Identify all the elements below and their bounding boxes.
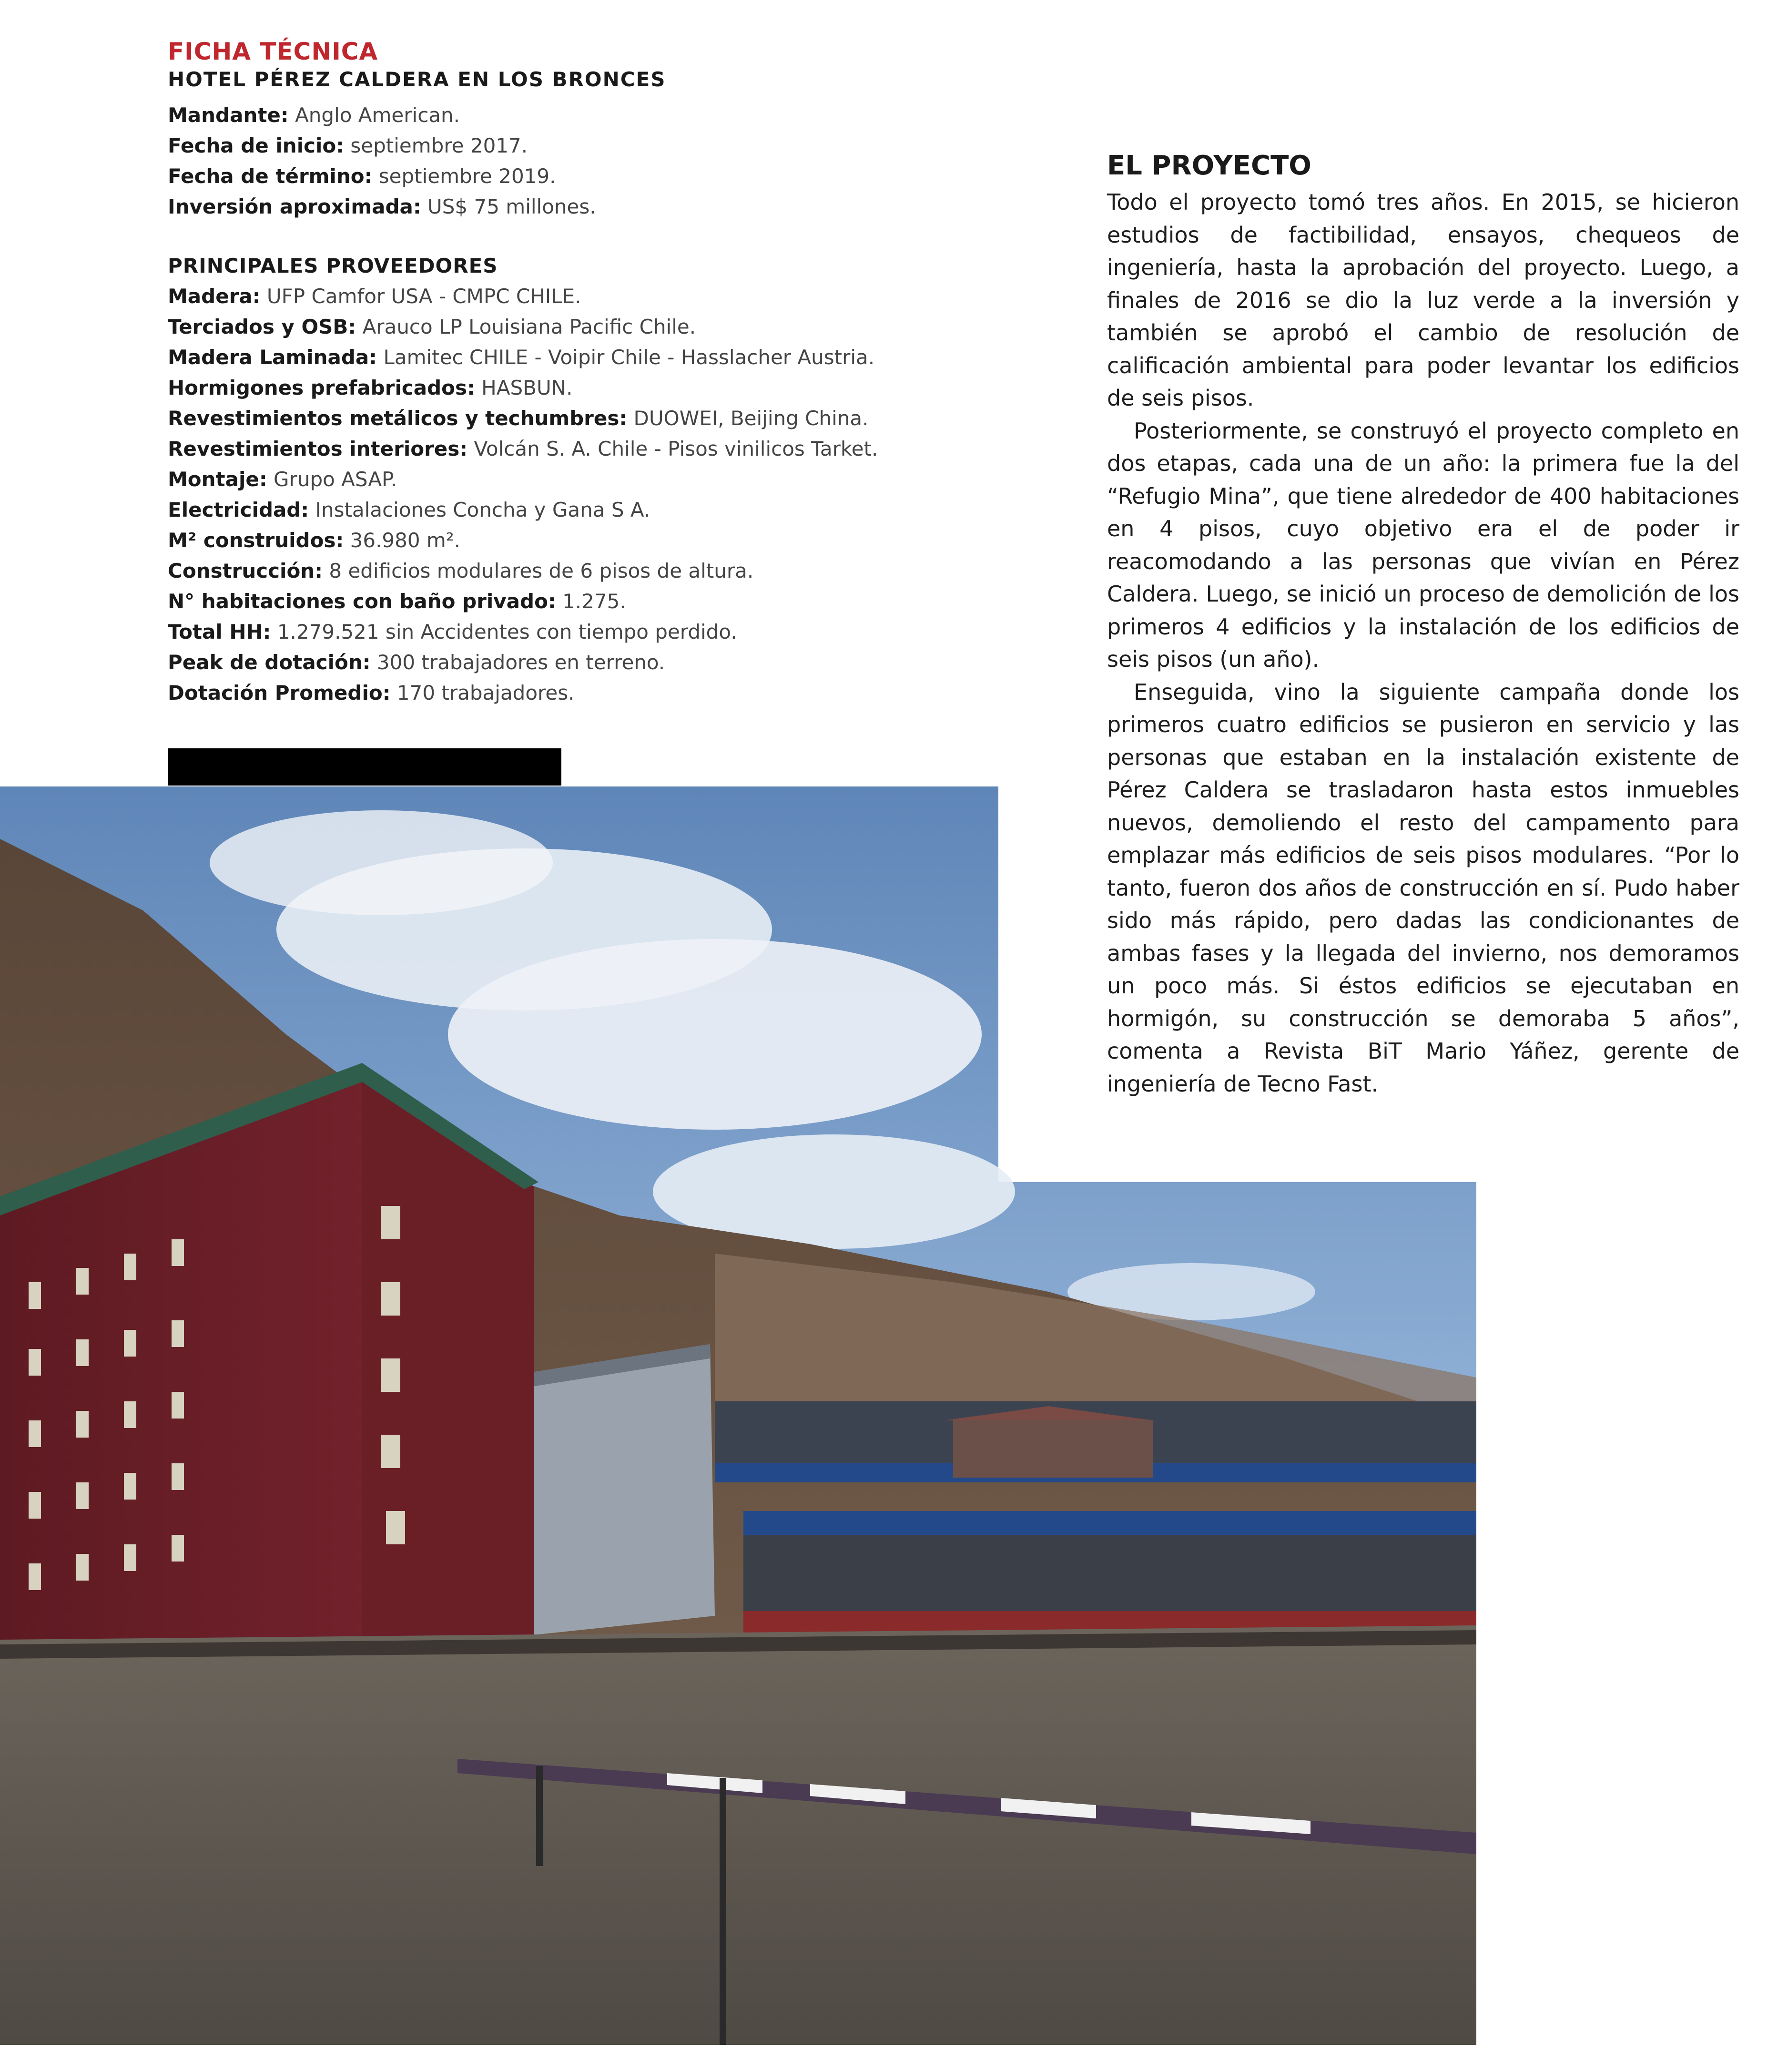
proveedor-item: Peak de dotación: 300 trabajadores en terreno. xyxy=(168,651,665,674)
proveedor-item: Hormigones prefabricados: HASBUN. xyxy=(168,376,573,399)
spec-fecha-inicio: Fecha de inicio: septiembre 2017. xyxy=(168,134,528,157)
proveedor-item: Total HH: 1.279.521 sin Accidentes con tiempo perdido. xyxy=(168,620,737,643)
proveedores-title: PRINCIPALES PROVEEDORES xyxy=(168,254,498,277)
article-paragraph: Todo el proyecto tomó tres años. En 2015, se hicieron estudios de factibilidad, ensayos, chequeos de ingeniería, hasta la aprobación del proyecto. Luego, a finales de 2016 se dio la luz verde a la inversión y también se aprobó el cambio de resolución de calificación ambiental para poder levantar los edificios de seis pisos. xyxy=(1107,189,1739,411)
spec-mandante: Mandante: Anglo American. xyxy=(168,103,460,127)
proveedor-item: Madera Laminada: Lamitec CHILE - Voipir Chile - Hasslacher Austria. xyxy=(168,346,875,369)
article-paragraph: Enseguida, vino la siguiente campaña donde los primeros cuatro edificios se pusieron en servicio y las personas que estaban en la instalación existente de Pérez Caldera se trasladaron hasta estos inmuebles nuevos, demoliendo el resto del campamento para emplazar más edificios de seis pisos modulares. “Por lo tanto, fueron dos años de construcción en sí. Pudo haber sido más rápido, pero dadas las condicionantes de ambas fases y la llegada del invierno, nos demoramos un poco más. Si éstos edificios se ejecutaban en hormigón, su construcción se demoraba 5 años”, comenta a Revista BiT Mario Yáñez, gerente de ingeniería de Tecno Fast. xyxy=(1107,679,1739,1097)
proveedor-item: M² construidos: 36.980 m². xyxy=(168,529,461,552)
proveedor-item: N° habitaciones con baño privado: 1.275. xyxy=(168,590,626,613)
spec-fecha-termino: Fecha de término: septiembre 2019. xyxy=(168,164,556,188)
proveedor-item: Dotación Promedio: 170 trabajadores. xyxy=(168,681,575,704)
proveedor-item: Revestimientos metálicos y techumbres: DUOWEI, Beijing China. xyxy=(168,407,869,430)
article-el-proyecto xyxy=(1107,148,1739,1100)
article-title: EL PROYECTO xyxy=(1107,150,1311,181)
proveedor-item: Electricidad: Instalaciones Concha y Gana S A. xyxy=(168,498,650,521)
proveedor-item: Montaje: Grupo ASAP. xyxy=(168,468,397,491)
ficha-kicker: FICHA TÉCNICA xyxy=(168,38,378,65)
caption-bar xyxy=(168,748,561,786)
proveedor-item: Terciados y OSB: Arauco LP Louisiana Pacific Chile. xyxy=(168,315,696,338)
spec-inversion: Inversión aproximada: US$ 75 millones. xyxy=(168,195,596,218)
proveedor-item: Madera: UFP Camfor USA - CMPC CHILE. xyxy=(168,285,581,308)
proveedor-item: Revestimientos interiores: Volcán S. A. Chile - Pisos vinilicos Tarket. xyxy=(168,437,878,460)
article-paragraph: Posteriormente, se construyó el proyecto completo en dos etapas, cada una de un año: la primera fue la del “Refugio Mina”, que tiene alrededor de 400 habitaciones en 4 pisos, cuyo objetivo era el de poder ir reacomodando a las personas que vivían en Pérez Caldera. Luego, se inició un proceso de demolición de los primeros 4 edificios y la instalación de los edificios de seis pisos (un año). xyxy=(1107,418,1739,672)
ficha-tecnica xyxy=(168,37,1073,708)
proveedor-item: Construcción: 8 edificios modulares de 6 pisos de altura. xyxy=(168,559,754,582)
ficha-title: HOTEL PÉREZ CALDERA EN LOS BRONCES xyxy=(168,68,666,91)
